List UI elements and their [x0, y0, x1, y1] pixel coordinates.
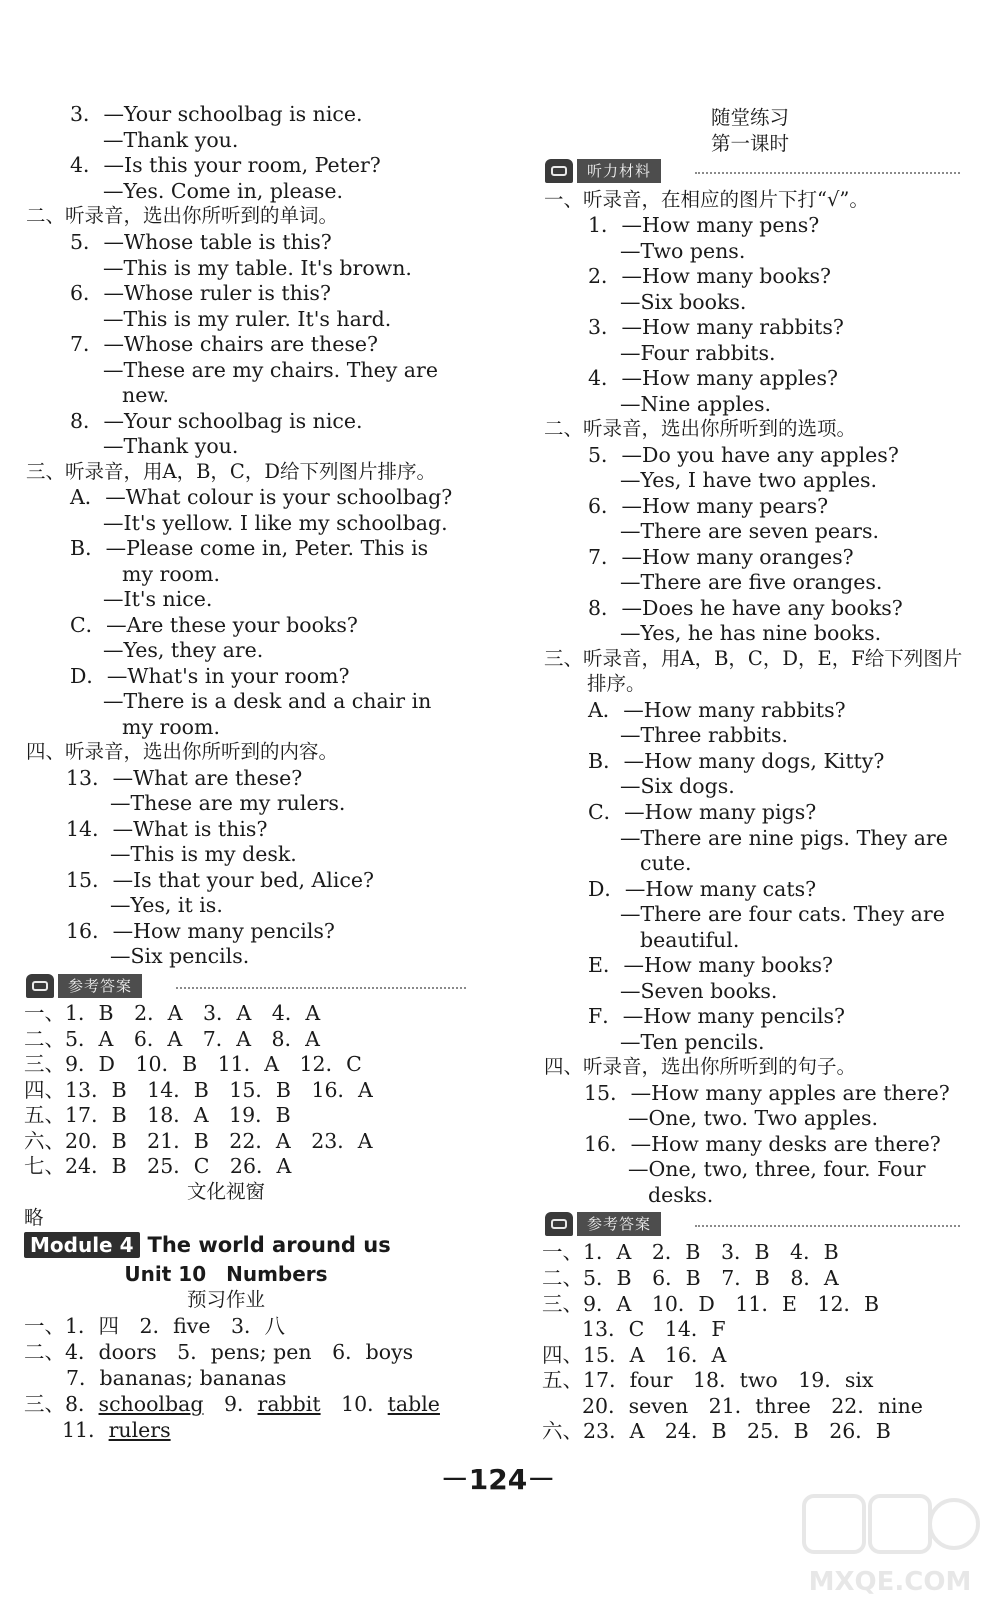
text-line: cute. [640, 851, 692, 875]
listening-header [545, 159, 965, 183]
text-line: my room. [122, 715, 220, 739]
answer-line: 一、1．A 2．B 3．B 4．B [542, 1240, 839, 1264]
answer-line: 20．seven 21．three 22．nine [582, 1394, 923, 1418]
preview-title: 预习作业 [186, 1288, 265, 1311]
text-line: 13．—What are these? [66, 766, 303, 790]
text-line: 5．—Do you have any apples? [588, 443, 899, 467]
text-line: —Thank you. [103, 434, 239, 458]
section-heading: 三、听录音，用A，B，C，D给下列图片排序。 [26, 460, 436, 483]
text-line: B．—How many dogs, Kitty? [588, 749, 885, 773]
text-line: 1．—How many pens? [588, 213, 820, 237]
section-heading: 二、听录音，选出你所听到的选项。 [544, 417, 857, 440]
answer-line: 六、20．B 21．B 22．A 23．A [24, 1129, 373, 1153]
text-line: C．—Are these your books? [70, 613, 358, 637]
text-line: —Nine apples. [620, 392, 772, 416]
text-line: E．—How many books? [588, 953, 833, 977]
answer-line: 三、9．D 10．B 11．A 12．C [24, 1052, 362, 1076]
module-heading [24, 1232, 391, 1258]
answer-number: 三、8． [24, 1392, 99, 1416]
divider [695, 1225, 960, 1227]
text-line: —There are nine pigs. They are [620, 826, 948, 850]
answers-header-label: 参考答案 [58, 974, 142, 998]
answer-line: 五、17．four 18．two 19．six [542, 1368, 874, 1392]
answer-word: rulers [108, 1418, 171, 1442]
text-line: —Six dogs. [620, 774, 735, 798]
answer-number: 11． [62, 1418, 109, 1442]
text-line: —Six pencils. [110, 944, 250, 968]
text-line: —Yes, it is. [110, 893, 223, 917]
text-line: 15．—How many apples are there? [584, 1081, 950, 1105]
answer-number: 10． [320, 1392, 388, 1416]
section-heading-cont: 排序。 [587, 672, 646, 695]
section-heading: 四、听录音，选出你所听到的内容。 [26, 740, 339, 763]
text-line: —Ten pencils. [620, 1030, 765, 1054]
answer-line: 四、15．A 16．A [542, 1343, 727, 1367]
text-line: —Seven books. [620, 979, 778, 1003]
answer-key-icon [26, 974, 54, 998]
text-line: 6．—Whose ruler is this? [70, 281, 331, 305]
answer-number: 9． [203, 1392, 258, 1416]
text-line: A．—What colour is your schoolbag? [70, 485, 453, 509]
text-line: 14．—What is this? [66, 817, 268, 841]
headphones-icon [545, 159, 573, 183]
text-line: A．—How many rabbits? [588, 698, 846, 722]
text-line: 7．—How many oranges? [588, 545, 854, 569]
text-line: 15．—Is that your bed, Alice? [66, 868, 375, 892]
text-line: —Two pens. [620, 239, 746, 263]
section-heading: 四、听录音，选出你所听到的句子。 [544, 1055, 857, 1078]
text-line: 3．—How many rabbits? [588, 315, 844, 339]
text-line: D．—How many cats? [588, 877, 817, 901]
answer-line: 二、5．B 6．B 7．B 8．A [542, 1266, 839, 1290]
text-line: —Yes, I have two apples. [620, 468, 878, 492]
section-heading: 二、听录音，选出你所听到的单词。 [26, 204, 339, 227]
divider [695, 172, 960, 174]
text-line: 2．—How many books? [588, 264, 832, 288]
text-line: —This is my desk. [110, 842, 297, 866]
answer-word: table [387, 1392, 440, 1416]
text-line: 8．—Does he have any books? [588, 596, 903, 620]
text-line: 4．—How many apples? [588, 366, 838, 390]
answer-line: 五、17．B 18．A 19．B [24, 1103, 291, 1127]
answer-word: rabbit [257, 1392, 321, 1416]
listening-header-label: 听力材料 [577, 159, 661, 183]
text-line: D．—What's in your room? [70, 664, 350, 688]
text-line: B．—Please come in, Peter. This is [70, 536, 429, 560]
answers-header-label: 参考答案 [577, 1212, 661, 1236]
text-line: 3．—Your schoolbag is nice. [70, 102, 363, 126]
unit-title: Unit 10 Numbers [124, 1262, 328, 1286]
text-line: my room. [122, 562, 220, 586]
text-line: —These are my chairs. They are [103, 358, 438, 382]
divider [176, 987, 466, 989]
answer-line: 一、1．四 2．five 3．八 [24, 1314, 286, 1338]
answer-line: 四、13．B 14．B 15．B 16．A [24, 1078, 373, 1102]
watermark-text: MXQE.COM [808, 1567, 972, 1597]
module-title: The world around us [147, 1233, 391, 1257]
answer-line: 三、9．A 10．D 11．E 12．B [542, 1292, 880, 1316]
answers-header [545, 1212, 965, 1236]
page-number: －124－ [440, 1463, 556, 1496]
text-line: —It's nice. [103, 587, 213, 611]
text-line: —There are four cats. They are [620, 902, 945, 926]
text-line: —One, two. Two apples. [628, 1106, 879, 1130]
text-line: desks. [648, 1183, 714, 1207]
text-line: 6．—How many pears? [588, 494, 829, 518]
culture-text: 略 [24, 1206, 44, 1229]
text-line: —These are my rulers. [110, 791, 346, 815]
text-line: C．—How many pigs? [588, 800, 817, 824]
answer-line [62, 1417, 171, 1443]
answer-line: 一、1．B 2．A 3．A 4．A [24, 1001, 321, 1025]
text-line: 4．—Is this your room, Peter? [70, 153, 381, 177]
lesson-title: 第一课时 [710, 132, 789, 155]
text-line: F．—How many pencils? [588, 1004, 846, 1028]
text-line: —Yes, they are. [103, 638, 264, 662]
answer-word: schoolbag [98, 1392, 204, 1416]
text-line: —This is my table. It's brown. [103, 256, 412, 280]
text-line: 16．—How many pencils? [66, 919, 335, 943]
text-line: —There is a desk and a chair in [103, 689, 432, 713]
text-line: 8．—Your schoolbag is nice. [70, 409, 363, 433]
answer-line: 7．bananas; bananas [66, 1366, 287, 1390]
text-line: —This is my ruler. It's hard. [103, 307, 392, 331]
answer-line [24, 1391, 440, 1417]
text-line: —One, two, three, four. Four [628, 1157, 926, 1181]
answer-key-icon [545, 1212, 573, 1236]
text-line: 16．—How many desks are there? [584, 1132, 941, 1156]
text-line: —Yes, he has nine books. [620, 621, 882, 645]
answer-line: 七、24．B 25．C 26．A [24, 1154, 292, 1178]
answers-header [26, 974, 446, 998]
answer-line: 13．C 14．F [582, 1317, 726, 1341]
text-line: 7．—Whose chairs are these? [70, 332, 379, 356]
answer-line: 二、5．A 6．A 7．A 8．A [24, 1027, 320, 1051]
answer-line: 二、4．doors 5．pens; pen 6．boys [24, 1340, 414, 1364]
module-badge: Module 4 [24, 1232, 140, 1258]
text-line: —It's yellow. I like my schoolbag. [103, 511, 448, 535]
text-line: —Yes. Come in, please. [103, 179, 344, 203]
text-line: —Four rabbits. [620, 341, 776, 365]
culture-title: 文化视窗 [186, 1180, 265, 1203]
section-heading: 三、听录音，用A，B，C，D，E，F给下列图片 [544, 647, 963, 670]
text-line: —Thank you. [103, 128, 239, 152]
answer-line: 六、23．A 24．B 25．B 26．B [542, 1419, 891, 1443]
text-line: 5．—Whose table is this? [70, 230, 332, 254]
text-line: new. [122, 383, 169, 407]
text-line: —Three rabbits. [620, 723, 789, 747]
text-line: —There are seven pears. [620, 519, 880, 543]
text-line: beautiful. [640, 928, 740, 952]
section-heading: 一、听录音，在相应的图片下打“√”。 [544, 188, 869, 211]
text-line: —There are five oranges. [620, 570, 883, 594]
text-line: —Six books. [620, 290, 747, 314]
section-title: 随堂练习 [710, 106, 789, 129]
watermark-logo [800, 1490, 980, 1598]
